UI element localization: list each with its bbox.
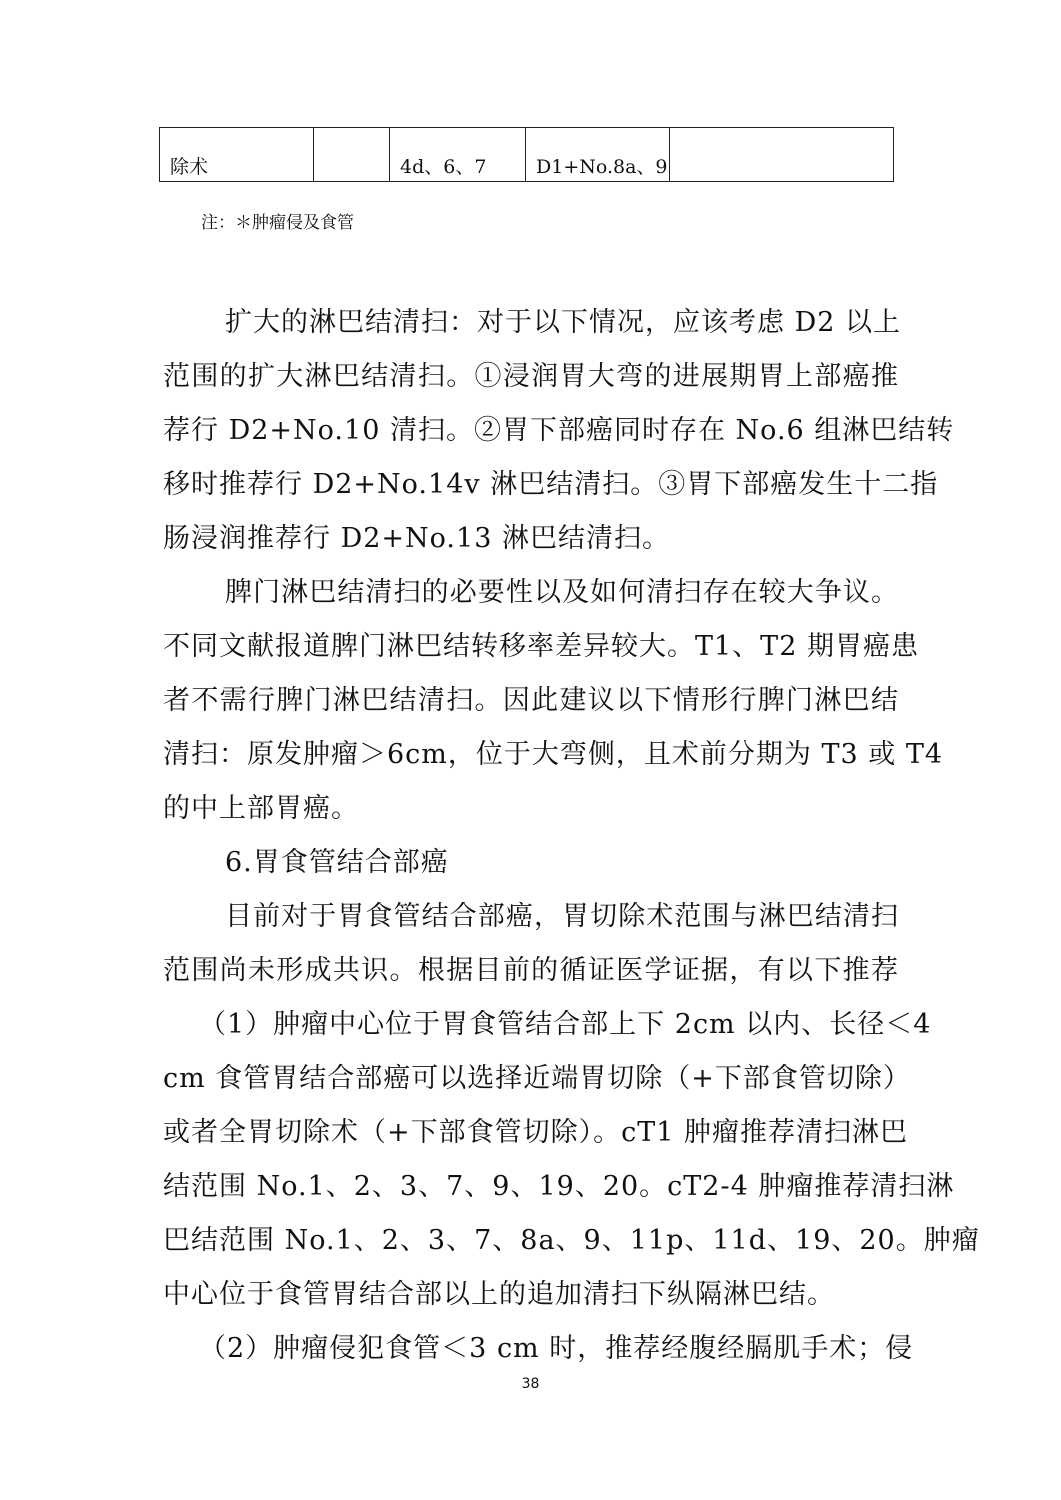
text-line: 清扫：原发肿瘤＞6cm，位于大弯侧，且术前分期为 T3 或 T4	[163, 739, 944, 770]
text-line: 的中上部胃癌。	[163, 793, 359, 824]
table-cell	[670, 128, 894, 182]
text-line: 扩大的淋巴结清扫：对于以下情况，应该考虑 D2 以上	[225, 307, 901, 338]
table-cell	[314, 128, 390, 182]
text-line: 范围尚未形成共识。根据目前的循证医学证据，有以下推荐	[163, 955, 899, 986]
text-line: 范围的扩大淋巴结清扫。①浸润胃大弯的进展期胃上部癌推	[163, 361, 899, 392]
text-line: 6.胃食管结合部癌	[225, 847, 449, 878]
text-line: 或者全胃切除术（+下部食管切除）。cT1 肿瘤推荐清扫淋巴	[163, 1117, 909, 1148]
text-line: （2）肿瘤侵犯食管＜3 cm 时，推荐经腹经膈肌手术；侵	[199, 1333, 914, 1364]
table-note: 注：＊肿瘤侵及食管	[201, 213, 354, 233]
text-line: 中心位于食管胃结合部以上的追加清扫下纵隔淋巴结。	[163, 1279, 835, 1310]
table-cell: D1+No.8a、9	[526, 128, 670, 182]
text-line: 脾门淋巴结清扫的必要性以及如何清扫存在较大争议。	[225, 577, 899, 608]
text-line: 荐行 D2+No.10 清扫。②胃下部癌同时存在 No.6 组淋巴结转	[163, 415, 955, 446]
text-line: 者不需行脾门淋巴结清扫。因此建议以下情形行脾门淋巴结	[163, 685, 899, 716]
table-cell: 除术	[160, 128, 314, 182]
page-number: 38	[521, 1376, 540, 1392]
paragraph-recommendation-1	[163, 998, 980, 1322]
text-line: 目前对于胃食管结合部癌，胃切除术范围与淋巴结清扫	[225, 901, 899, 932]
text-line: 不同文献报道脾门淋巴结转移率差异较大。T1、T2 期胃癌患	[163, 631, 919, 662]
text-line: 巴结范围 No.1、2、3、7、8a、9、11p、11d、19、20。肿瘤	[163, 1225, 980, 1256]
paragraph-splenic-hilum	[163, 566, 944, 836]
body-text	[163, 296, 980, 1376]
paragraph-extended-lymphadenectomy	[163, 296, 955, 566]
section-heading	[163, 836, 899, 890]
text-line: （1）肿瘤中心位于胃食管结合部上下 2cm 以内、长径＜4	[199, 1009, 932, 1040]
text-line: 肠浸润推荐行 D2+No.13 淋巴结清扫。	[163, 523, 670, 554]
text-line: 移时推荐行 D2+No.14v 淋巴结清扫。③胃下部癌发生十二指	[163, 469, 939, 500]
text-line: 结范围 No.1、2、3、7、9、19、20。cT2-4 肿瘤推荐清扫淋	[163, 1171, 955, 1202]
text-line: cm 食管胃结合部癌可以选择近端胃切除（+下部食管切除）	[163, 1063, 911, 1094]
lymph-node-table-fragment	[159, 127, 894, 182]
paragraph-recommendation-2	[163, 1322, 914, 1376]
table-cell: 4d、6、7	[390, 128, 526, 182]
paragraph-egj-intro	[163, 890, 899, 998]
table-row	[160, 128, 894, 182]
